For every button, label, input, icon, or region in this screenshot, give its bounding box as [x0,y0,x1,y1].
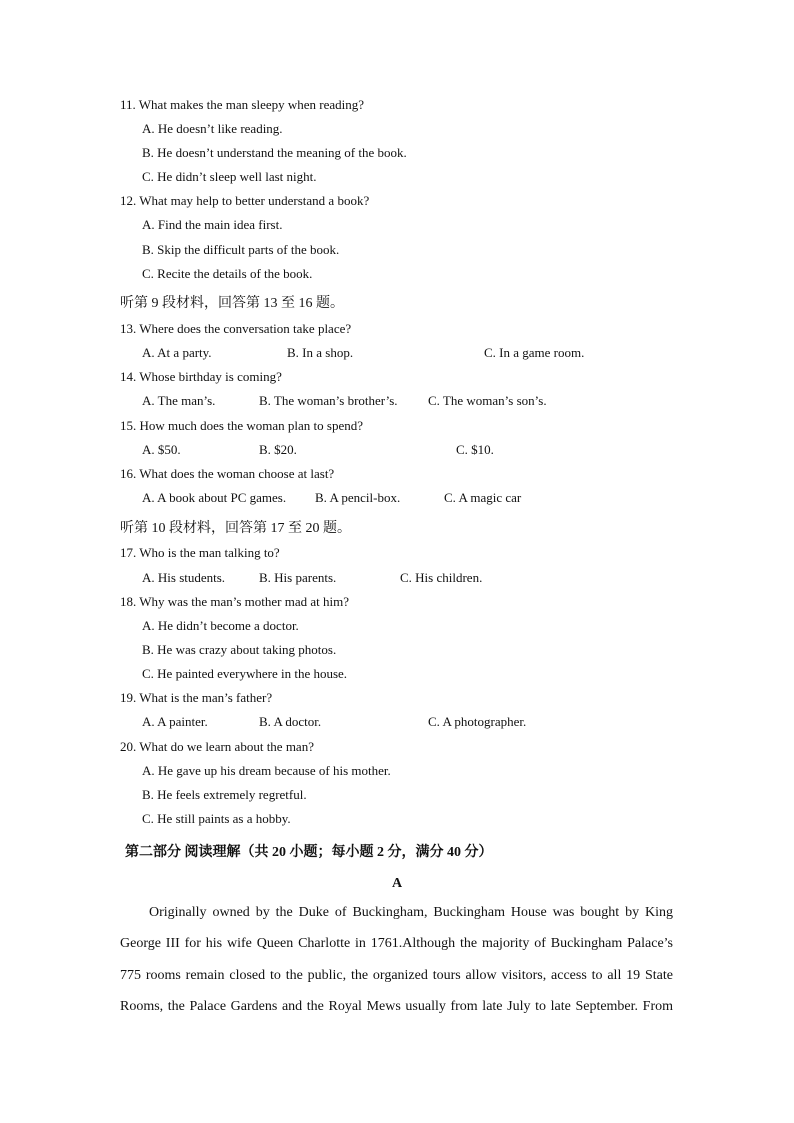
question-20: 20. What do we learn about the man? [120,739,314,754]
option-11-a: A. He doesn’t like reading. [142,121,283,136]
option-12-c: C. Recite the details of the book. [142,266,313,281]
section-10-heading: 听第 10 段材料，回答第 17 至 20 题。 [120,521,351,536]
option-14-a: A. The man’s. [142,393,216,408]
option-18-a: A. He didn’t become a doctor. [142,618,299,633]
passage-letter: A [391,876,403,891]
passage-line-2: George III for his wife Queen Charlotte in 1761.Although the majority of Buckingham Palace’s [120,936,673,951]
option-19-c: C. A photographer. [428,714,527,729]
question-12: 12. What may help to better understand a book? [120,193,370,208]
option-18-b: B. He was crazy about taking photos. [142,642,337,657]
part-2-title: 第二部分 阅读理解（共 20 小题；每小题 2 分，满分 40 分） [125,845,493,860]
question-18: 18. Why was the man’s mother mad at him? [120,594,350,609]
question-14: 14. Whose birthday is coming? [120,369,282,384]
options-14 [142,393,662,409]
question-11: 11. What makes the man sleepy when reading? [120,97,365,112]
question-17: 17. Who is the man talking to? [120,545,280,560]
option-16-b: B. A pencil-box. [315,490,401,505]
option-17-b: B. His parents. [259,570,337,585]
option-14-b: B. The woman’s brother’s. [259,393,398,408]
options-16 [142,490,662,506]
option-12-a: A. Find the main idea first. [142,217,283,232]
option-16-c: C. A magic car [444,490,522,505]
options-13 [142,345,662,361]
question-19: 19. What is the man’s father? [120,690,273,705]
option-16-a: A. A book about PC games. [142,490,287,505]
options-19 [142,714,662,730]
option-20-c: C. He still paints as a hobby. [142,811,291,826]
option-14-c: C. The woman’s son’s. [428,393,547,408]
passage-line-3: 775 rooms remain closed to the public, the organized tours allow visitors, access to all 19 State [120,968,673,983]
option-13-c: C. In a game room. [484,345,585,360]
question-16: 16. What does the woman choose at last? [120,466,335,481]
option-17-a: A. His students. [142,570,226,585]
passage-line-4: Rooms, the Palace Gardens and the Royal Mews usually from late July to late September. From [120,999,673,1014]
option-20-a: A. He gave up his dream because of his mother. [142,763,391,778]
question-15: 15. How much does the woman plan to spend? [120,418,363,433]
option-19-b: B. A doctor. [259,714,322,729]
option-18-c: C. He painted everywhere in the house. [142,666,348,681]
option-17-c: C. His children. [400,570,483,585]
option-12-b: B. Skip the difficult parts of the book. [142,242,340,257]
option-13-a: A. At a party. [142,345,212,360]
option-15-c: C. $10. [456,442,494,457]
option-11-b: B. He doesn’t understand the meaning of the book. [142,145,407,160]
option-11-c: C. He didn’t sleep well last night. [142,169,317,184]
options-15 [142,442,662,458]
question-13: 13. Where does the conversation take place? [120,321,352,336]
option-19-a: A. A painter. [142,714,208,729]
passage-line-1: Originally owned by the Duke of Buckingham, Buckingham House was bought by King [149,905,673,920]
option-15-b: B. $20. [259,442,297,457]
option-15-a: A. $50. [142,442,181,457]
option-20-b: B. He feels extremely regretful. [142,787,307,802]
option-13-b: B. In a shop. [287,345,354,360]
options-17 [142,570,662,586]
section-9-heading: 听第 9 段材料，回答第 13 至 16 题。 [120,296,344,311]
